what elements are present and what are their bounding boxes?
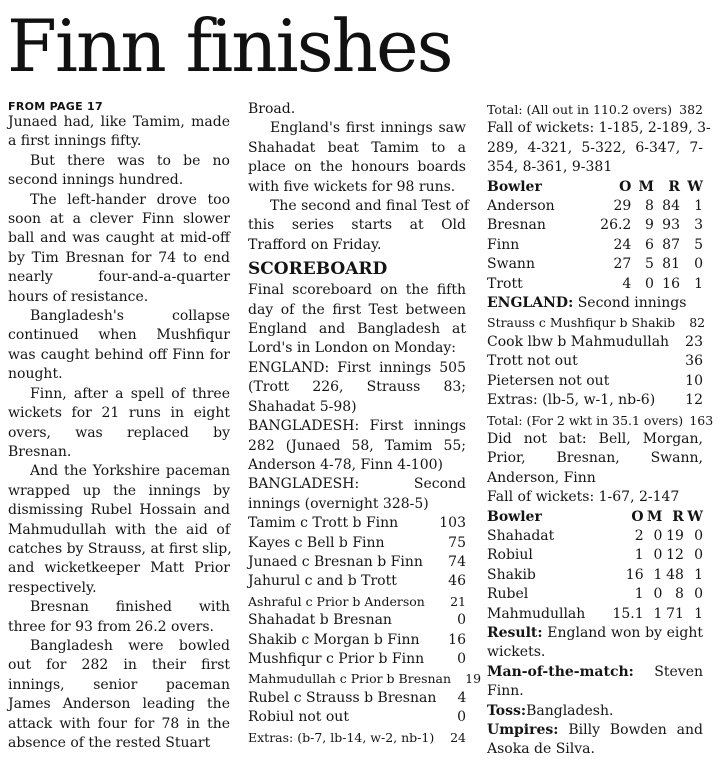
bowling-cell: 0 <box>694 256 703 273</box>
bowling-cell: 84 <box>662 198 680 215</box>
text-line: Anderson, Finn <box>487 469 596 486</box>
text-line: wickets for 21 runs in eight <box>8 405 230 422</box>
bowling-row <box>487 566 703 585</box>
bowling-heading: W <box>687 508 703 525</box>
bowling-cell: 3 <box>694 217 703 234</box>
text-line: Bresnan finished with <box>30 599 230 616</box>
bowling-cell: Mahmudullah <box>487 605 586 622</box>
runs: 24 <box>450 729 466 745</box>
bowling-heading: R <box>672 508 684 525</box>
text-line: Anderson 4-78, Finn 4-100) <box>248 456 443 473</box>
text-line: Bangladesh's collapse <box>30 308 230 325</box>
runs: 0 <box>457 612 466 629</box>
bowling-cell: Rubel <box>487 586 529 603</box>
runs: 10 <box>685 372 703 389</box>
bowling-heading: O <box>631 508 644 525</box>
bowling-row <box>487 255 703 274</box>
bowling-cell: 0 <box>653 527 663 544</box>
england-total: Total: (For 2 wkt in 35.1 overs) 163 <box>487 412 714 428</box>
batting-row <box>248 669 482 688</box>
bowling-heading: W <box>687 178 703 195</box>
text-line: England and Bangladesh at <box>248 321 466 338</box>
bowling-cell: Shakib <box>487 566 536 583</box>
result: Result: England won by eight <box>487 624 703 641</box>
bowling-cell: 8 <box>645 198 654 215</box>
bowling-cell: 5 <box>645 256 654 273</box>
text-line: Junaed had, like Tamim, made <box>8 114 230 130</box>
bowling-cell: 2 <box>634 527 644 544</box>
bowling-cell: 9 <box>645 217 654 234</box>
bowling-cell: 1 <box>634 547 644 564</box>
text-line: Did not bat: Bell, Morgan, <box>487 430 703 447</box>
text-line: Mahmudullah with the aid of <box>8 521 230 538</box>
text-line: respectively. <box>8 579 97 596</box>
text-line: place on the honours boards <box>248 159 466 176</box>
text-line: BANGLADESH: First innings <box>248 418 466 435</box>
bowling-cell: 29 <box>613 198 632 215</box>
bowling-cell: Swann <box>487 256 535 273</box>
bangladesh-fall-of-wickets <box>487 119 711 177</box>
bowling-cell: Anderson <box>487 198 555 215</box>
bowling-cell: 1 <box>694 198 703 215</box>
batting-row <box>248 708 466 727</box>
batsman: Cook lbw b Mahmudullah <box>487 333 670 350</box>
runs: 103 <box>439 515 466 532</box>
bowling-cell: 48 <box>666 566 684 583</box>
batting-row <box>248 631 466 650</box>
did-not-bat <box>487 430 703 488</box>
batsman: Pietersen not out <box>487 372 610 389</box>
bowling-header <box>487 508 703 527</box>
text-line: Fall of wickets: 1-185, 2-189, 3- <box>487 120 711 137</box>
runs: 46 <box>448 573 466 590</box>
batting-row <box>248 534 466 553</box>
text-line: Lord's in London on Monday: <box>248 340 457 357</box>
umpires-cont: Asoka de Silva. <box>487 741 595 758</box>
batsman: Junaed c Bresnan b Finn <box>248 553 423 570</box>
bowling-row <box>487 236 703 255</box>
man-of-the-match: Man-of-the-match: Steven <box>487 663 703 680</box>
bangladesh-bowling-table <box>487 508 703 624</box>
runs: 74 <box>448 553 466 570</box>
bowling-cell: 0 <box>694 547 703 564</box>
text-line: catches by Strauss, at first slip, <box>8 540 232 557</box>
batting-row <box>248 728 466 747</box>
batsman: Tamim c Trott b Finn <box>248 515 399 532</box>
text-line: England's first innings saw <box>270 120 466 137</box>
text-line: Final scoreboard on the fifth <box>248 282 466 299</box>
batsman: Jahurul c and b Trott <box>248 573 397 590</box>
england-bowling-table <box>487 178 703 294</box>
runs: 12 <box>685 392 703 409</box>
bowling-cell: 12 <box>666 547 684 564</box>
text-line: day of the first Test between <box>248 301 466 318</box>
bowling-cell: 81 <box>662 256 680 273</box>
text-line: BANGLADESH: Second <box>248 476 466 493</box>
text-line: Shahadat beat Tamim to a <box>248 139 466 156</box>
bowling-heading: O <box>619 178 632 195</box>
text-line: But there was to be no <box>30 152 230 169</box>
batsman: Robiul not out <box>248 709 349 726</box>
man-of-the-match-cont: Finn. <box>487 683 524 700</box>
text-line: by Tim Bresnan for 74 to end <box>8 249 230 266</box>
bowling-cell: Trott <box>487 275 523 292</box>
bowling-cell: 1 <box>653 605 663 622</box>
bowling-cell: 0 <box>645 275 654 292</box>
scoreboard-title: SCOREBOARD <box>248 259 388 280</box>
result-cont: wickets. <box>487 644 546 661</box>
bowling-cell: 8 <box>675 586 684 603</box>
text-line: hours of resistance. <box>8 288 149 305</box>
batsman: Ashraful c Prior b Anderson <box>248 593 425 609</box>
bowling-cell: 27 <box>613 256 632 273</box>
england-batting-list <box>487 313 706 410</box>
text-line: Broad. <box>248 101 296 117</box>
runs: 36 <box>685 353 703 370</box>
column-3 <box>487 100 714 760</box>
bowling-cell: 0 <box>653 586 663 603</box>
text-line: ball and was caught at mid-off <box>8 230 230 247</box>
batting-row <box>248 592 466 611</box>
batsman: Rubel c Strauss b Bresnan <box>248 689 437 706</box>
text-line: Shahadat 5-98) <box>248 398 357 415</box>
text-line: dismissing Rubel Hossain and <box>8 502 230 519</box>
headline: Finn finishes <box>7 4 452 88</box>
batting-row <box>487 391 703 410</box>
batting-row <box>487 313 706 332</box>
batting-row <box>487 352 703 371</box>
bowling-heading: Bowler <box>487 178 542 195</box>
bowling-cell: 0 <box>653 547 663 564</box>
article-body-2 <box>248 100 470 255</box>
bowling-cell: 15.1 <box>612 605 644 622</box>
bowling-heading: R <box>668 178 680 195</box>
bowling-cell: 71 <box>666 605 684 622</box>
bowling-cell: 19 <box>666 527 684 544</box>
bowling-cell: 1 <box>653 566 663 583</box>
bowling-cell: 0 <box>694 527 703 544</box>
bowling-cell: 24 <box>613 236 632 253</box>
batsman: Shahadat b Bresnan <box>248 612 392 629</box>
bowling-cell: 1 <box>694 566 703 583</box>
text-line: second innings hundred. <box>8 172 184 189</box>
batting-row <box>487 333 703 352</box>
bowling-row <box>487 605 703 624</box>
bowling-cell: 5 <box>694 236 703 253</box>
bangladesh-first-innings <box>248 417 466 475</box>
bowling-cell: Shahadat <box>487 527 555 544</box>
text-line: nearly four-and-a-quarter <box>8 269 230 286</box>
bowling-cell: 0 <box>694 586 703 603</box>
bowling-cell: 4 <box>622 275 632 292</box>
text-line: (Trott 226, Strauss 83; <box>248 379 466 396</box>
text-line: Bresnan. <box>8 443 72 460</box>
batting-row <box>248 611 466 630</box>
runs: 4 <box>457 689 467 706</box>
bowling-row <box>487 546 703 565</box>
text-line: and wicketkeeper Matt Prior <box>8 560 230 577</box>
bowling-cell: Finn <box>487 236 520 253</box>
bangladesh-total: Total: (All out in 110.2 overs) 382 <box>487 102 703 117</box>
umpires: Umpires: Billy Bowden and <box>487 722 703 738</box>
text-line: absence of the rested Stuart <box>8 735 211 751</box>
bangladesh-second-innings-heading <box>248 475 466 514</box>
bowling-cell: Bresnan <box>487 217 546 234</box>
runs: 21 <box>450 593 466 609</box>
batsman: Kayes c Bell b Finn <box>248 534 385 551</box>
batsman: Extras: (b-7, lb-14, w-2, nb-1) <box>248 729 435 745</box>
batting-row <box>248 514 466 533</box>
bowling-row <box>487 275 703 294</box>
text-line: Bangladesh were bowled <box>30 637 230 654</box>
bangladesh-batting-list <box>248 514 482 747</box>
text-line: innings (overnight 328-5) <box>248 495 429 512</box>
text-line: Finn, after a spell of three <box>30 385 230 402</box>
text-line: nought. <box>8 366 63 383</box>
england-second-innings-heading: ENGLAND: Second innings <box>487 295 687 312</box>
bowling-cell: 93 <box>662 217 680 234</box>
runs: 0 <box>457 650 466 667</box>
text-line: 289, 4-321, 5-322, 6-347, 7- <box>487 139 703 156</box>
runs: 23 <box>685 333 703 350</box>
batting-row <box>248 553 466 572</box>
batsman: Strauss c Mushfiqur b Shakib <box>487 315 676 331</box>
bowling-header <box>487 178 703 197</box>
batting-row <box>487 372 703 391</box>
text-line: Trafford on Friday. <box>248 236 382 253</box>
batsman: Mushfiqur c Prior b Finn <box>248 650 425 667</box>
runs: 82 <box>689 315 706 331</box>
bowling-cell: Robiul <box>487 547 533 564</box>
bowling-cell: 87 <box>662 236 680 253</box>
england-first-innings <box>248 359 466 417</box>
bowling-cell: 1 <box>694 605 703 622</box>
text-line: And the Yorkshire paceman <box>30 463 230 480</box>
batsman: Shakib c Morgan b Finn <box>248 631 420 648</box>
bowling-cell: 6 <box>645 236 654 253</box>
batsman: Mahmudullah c Prior b Bresnan <box>248 671 452 687</box>
article-body-1 <box>8 113 230 753</box>
bowling-row <box>487 585 703 604</box>
text-line: The second and final Test of <box>270 198 470 215</box>
text-line: ENGLAND: First innings 505 <box>248 359 466 376</box>
bowling-row <box>487 197 703 216</box>
england-fall-of-wickets: Fall of wickets: 1-67, 2-147 <box>487 489 680 506</box>
text-line: overs, was replaced by <box>8 424 230 441</box>
column-2 <box>248 100 482 747</box>
batting-row <box>248 572 466 591</box>
bowling-heading: M <box>638 178 654 195</box>
text-line: continued when Mushfiqur <box>8 327 230 344</box>
text-line: innings, senior paceman <box>8 676 230 693</box>
batting-row <box>248 650 466 669</box>
batsman: Extras: (lb-5, w-1, nb-6) <box>487 392 656 409</box>
kicker: FROM PAGE 17 <box>8 100 103 113</box>
batting-row <box>248 689 466 708</box>
bowling-row <box>487 216 703 235</box>
text-line: 354, 8-361, 9-381 <box>487 159 613 176</box>
toss: Toss:Bangladesh. <box>487 702 614 719</box>
scoreboard-intro <box>248 281 466 359</box>
text-line: The left-hander drove too <box>30 191 230 208</box>
text-line: Prior, Bresnan, Swann, <box>487 450 703 467</box>
text-line: James Anderson leading the <box>8 696 230 713</box>
bowling-cell: 1 <box>634 586 644 603</box>
bowling-cell: 16 <box>625 566 644 583</box>
bowling-row <box>487 527 703 546</box>
text-line: 282 (Junaed 58, Tamim 55; <box>248 437 466 454</box>
text-line: was caught behind off Finn for <box>8 346 230 363</box>
runs: 19 <box>465 671 482 687</box>
bowling-cell: 26.2 <box>600 217 632 234</box>
bowling-heading: Bowler <box>487 508 542 525</box>
text-line: attack with four for 78 in the <box>8 715 230 732</box>
runs: 75 <box>448 534 466 551</box>
bowling-heading: M <box>646 508 663 525</box>
runs: 0 <box>457 709 466 726</box>
text-line: out for 282 in their first <box>8 657 230 674</box>
runs: 16 <box>448 631 466 648</box>
bowling-cell: 1 <box>694 275 703 292</box>
text-line: wrapped up the innings by <box>8 482 230 499</box>
text-line: with five wickets for 98 runs. <box>248 178 456 195</box>
bowling-cell: 16 <box>662 275 680 292</box>
text-line: this series starts at Old <box>248 217 466 234</box>
text-line: soon at a clever Finn slower <box>8 211 230 228</box>
batsman: Trott not out <box>487 353 578 370</box>
text-line: three for 93 from 26.2 overs. <box>8 618 214 635</box>
column-1 <box>8 100 230 753</box>
text-line: a first innings fifty. <box>8 133 142 150</box>
